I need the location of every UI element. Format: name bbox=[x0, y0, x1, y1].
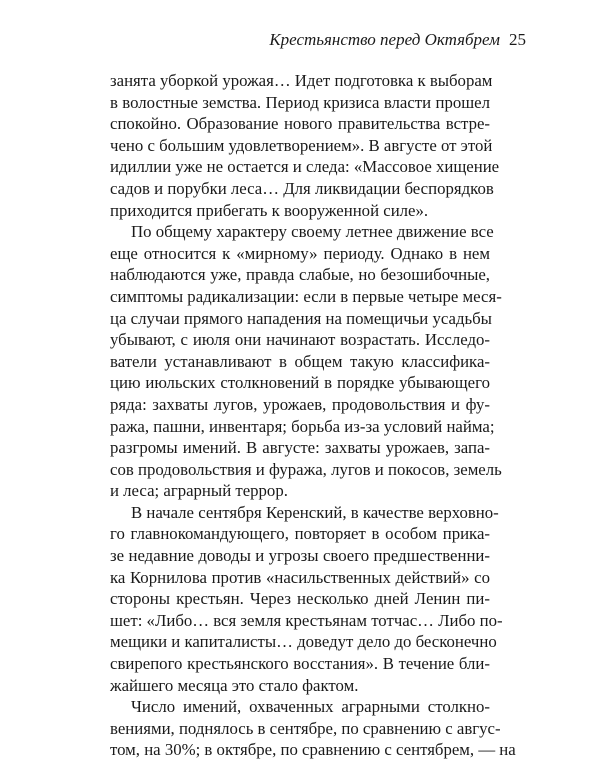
running-title: Крестьянство перед Октябрем bbox=[269, 30, 500, 49]
text-line: ряда: захваты лугов, урожаев, продовольствия и фу- bbox=[110, 394, 490, 414]
text-line: вениями, поднялось в сентябре, по сравнению с авгус- bbox=[110, 718, 501, 738]
body-text bbox=[110, 70, 516, 761]
text-line: занята уборкой урожая… Идет подготовка к выборам bbox=[110, 71, 493, 90]
text-line: садов и порубки леса… Для ликвидации беспорядков bbox=[110, 178, 494, 198]
text-line: сов продовольствия и фуража, лугов и покосов, земель bbox=[110, 459, 502, 479]
text-line: том, на 30%; в октябре, по сравнению с сентябрем, — на bbox=[110, 740, 516, 760]
text-line: приходится прибегать к вооруженной силе». bbox=[110, 200, 429, 220]
text-line: го главнокомандующего, повторяет в особом прика- bbox=[110, 524, 490, 544]
text-line: ватели устанавливают в общем такую классифика- bbox=[110, 351, 490, 371]
text-line: симптомы радикализации: если в первые четыре меся- bbox=[110, 286, 502, 306]
text-line: свирепого крестьянского восстания». В течение бли- bbox=[110, 654, 490, 674]
text-line: ца случаи прямого нападения на помещичьи усадьбы bbox=[110, 308, 492, 328]
text-line: мещики и капиталисты… доведут дело до бесконечно bbox=[110, 632, 497, 652]
text-line: разгромы имений. В августе: захваты урожаев, запа- bbox=[110, 438, 490, 458]
text-line: ража, пашни, инвентаря; борьба из-за условий найма; bbox=[110, 416, 495, 436]
text-line: В начале сентября Керенский, в качестве верховно- bbox=[131, 502, 499, 522]
text-line: ка Корнилова против «насильственных действий» со bbox=[110, 567, 490, 587]
page-number: 25 bbox=[509, 30, 526, 49]
text-line: жайшего месяца это стало фактом. bbox=[110, 675, 359, 695]
text-line: идиллии уже не остается и следа: «Массовое хищение bbox=[110, 157, 500, 177]
text-line: в волостные земства. Период кризиса власти прошел bbox=[110, 92, 490, 112]
text-line: стороны крестьян. Через несколько дней Ленин пи- bbox=[110, 589, 490, 609]
text-line: спокойно. Образование нового правительства встре- bbox=[110, 114, 490, 134]
text-line: шет: «Либо… вся земля крестьянам тотчас… Либо по- bbox=[110, 610, 503, 630]
text-line: еще относится к «мирному» периоду. Однако в нем bbox=[110, 243, 490, 263]
text-line: и леса; аграрный террор. bbox=[110, 481, 288, 501]
text-line: зе недавние доводы и угрозы своего предшественни- bbox=[110, 546, 490, 566]
text-line: Число имений, охваченных аграрными столкно- bbox=[131, 697, 490, 717]
text-line: наблюдаются уже, правда слабые, но безошибочные, bbox=[110, 265, 490, 285]
text-line: чено с большим удовлетворением». В августе от этой bbox=[110, 135, 493, 155]
text-line: По общему характеру своему летнее движение все bbox=[131, 222, 494, 242]
text-line: убывают, с июля они начинают возрастать. Исследо- bbox=[110, 330, 490, 350]
text-line: цию июльских столкновений в порядке убывающего bbox=[110, 373, 490, 393]
